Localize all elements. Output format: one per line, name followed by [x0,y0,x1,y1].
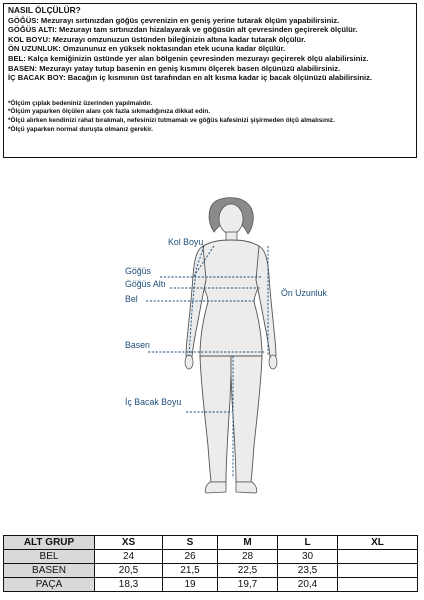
instruction-bel: BEL: Kalça kemiğinizin üstünde yer alan bölgenin çevresinden mezurayı geçirerek ölçü alabilirsiniz. [8,53,369,63]
label-on-uzunluk: Ön Uzunluk [281,288,327,298]
table-cell: 20,5 [95,564,163,578]
instructions-title: NASIL ÖLÇÜLÜR? [8,5,81,15]
label-ic-bacak-boyu: İç Bacak Boyu [125,397,182,407]
instruction-gogus-alti: GÖĞÜS ALTI: Mezurayı tam sırtınızdan hizalayarak ve göğüsün alt çevresinden geçirerek ölçülür. [8,25,358,35]
label-basen: Basen [125,340,150,350]
notes-list [8,100,412,134]
size-table-header-row [4,536,418,550]
size-header-xl: XL [338,536,418,550]
table-cell: 20,4 [278,578,338,592]
table-row [4,564,418,578]
left-leg-shape [200,356,231,482]
table-row [4,578,418,592]
left-foot-shape [205,482,226,493]
table-row [4,550,418,564]
body-measurement-figure [0,160,424,525]
size-header-l: L [278,536,338,550]
table-cell: 19,7 [218,578,278,592]
table-cell: 21,5 [163,564,218,578]
instruction-ic-bacak-boy: İÇ BACAK BOY: Bacağın iç kısmının üst tarafından en alt kısma kadar iç bacak ölçünüzü alabilirsiniz. [8,73,373,83]
right-hand-shape [269,355,277,369]
table-cell: 24 [95,550,163,564]
label-gogus-alti: Göğüs Altı [125,279,166,289]
instruction-basen: BASEN: Mezurayı yatay tutup basenin en geniş kısmını ölçerek basen ölçünüzü alabilirsiniz. [8,63,341,73]
table-cell [338,578,418,592]
note-item: *Ölçüm yaparken ölçülen alanı çok fazla sıkmadığınıza dikkat edin. [8,108,211,116]
label-kol-boyu: Kol Boyu [168,237,204,247]
size-table [3,535,418,592]
size-group-header: ALT GRUP [4,536,95,550]
torso-shape [200,240,262,356]
table-cell [338,564,418,578]
size-header-s: S [163,536,218,550]
instruction-gogus: GÖĞÜS: Mezurayı sırtınızdan göğüs çevrenizin en geniş yerine tutarak ölçüm yapabilirsiniz. [8,15,340,25]
table-cell: 18,3 [95,578,163,592]
table-cell: 22,5 [218,564,278,578]
left-hand-shape [185,355,193,369]
label-bel: Bel [125,294,138,304]
row-label-basen: BASEN [4,564,95,578]
label-gogus: Göğüs [125,266,151,276]
table-cell: 23,5 [278,564,338,578]
note-item: *Ölçü yaparken normal duruşta olmanız gerekir. [8,125,153,133]
right-foot-shape [236,482,257,493]
right-leg-shape [231,356,262,482]
body-silhouette-illustration [0,160,424,525]
row-label-bel: BEL [4,550,95,564]
table-cell [338,550,418,564]
table-cell: 26 [163,550,218,564]
instruction-kol-boyu: KOL BOYU: Mezurayı omzunuzun üstünden bileğinizin altına kadar tutarak ölçülür. [8,34,306,44]
size-header-m: M [218,536,278,550]
table-cell: 19 [163,578,218,592]
instruction-on-uzunluk: ÖN UZUNLUK: Omzununuz en yüksek noktasından etek ucuna kadar ölçülür. [8,44,286,54]
note-item: *Ölçüm çıplak bedeniniz üzerinden yapılmalıdır. [8,99,153,107]
face-shape [219,204,243,234]
row-label-paca: PAÇA [4,578,95,592]
table-cell: 30 [278,550,338,564]
table-cell: 28 [218,550,278,564]
measurement-instructions-box [3,3,417,158]
size-header-xs: XS [95,536,163,550]
note-item: *Ölçü alırken kendinizi rahat bırakmalı, nefesinizi tutmamalı ve göğüs kafesinizi şişirmeden ölçü almalısınız. [8,116,335,124]
